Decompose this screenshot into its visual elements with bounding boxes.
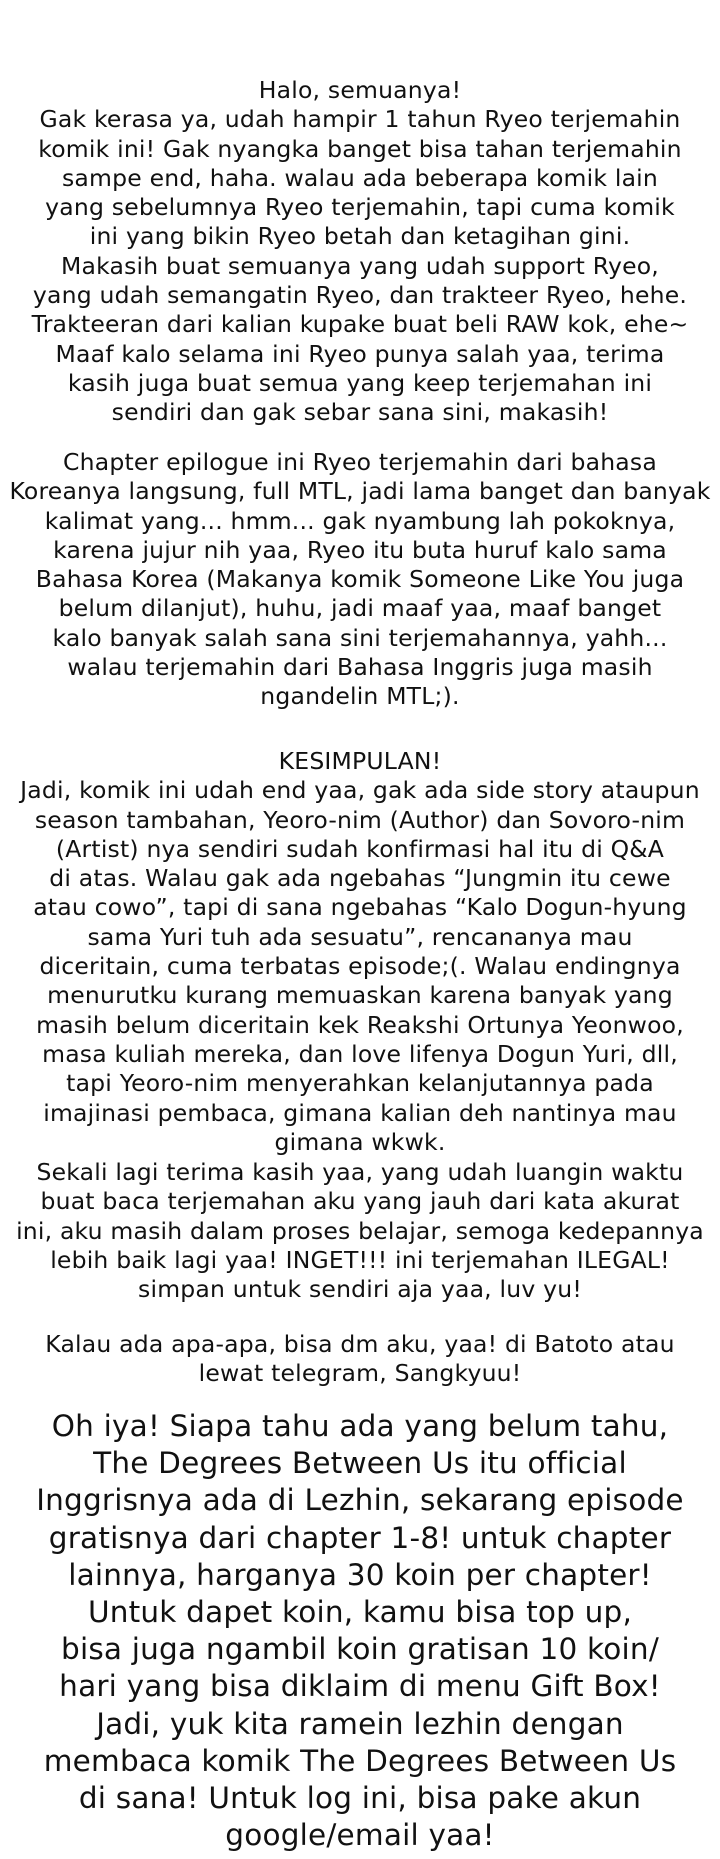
epilogue-note-paragraph: Chapter epilogue ini Ryeo terjemahin dari bahasa Koreanya langsung, full MTL, jadi lama banget dan banyak kalimat yang... hmm... gak nyambung lah pokoknya, karena jujur nih yaa, Ryeo itu buta huruf kalo sama Bahasa Korea (Makanya komik Someone Like You juga belum dilanjut), huhu, jadi maaf yaa, maaf banget kalo banyak salah sana sini terjemahannya, yahh... walau terjemahin dari Bahasa Inggris juga masih ngandelin MTL;). [9, 448, 711, 711]
lezhin-info-paragraph: Oh iya! Siapa tahu ada yang belum tahu, The Degrees Between Us itu official Inggrisnya ada di Lezhin, sekarang episode gratisnya dari chapter 1-8! untuk chapter lainnya, harganya 30 koin per chapter! Untuk dapet koin, kamu bisa top up, bisa juga ngambil koin gratisan 10 koin/ hari yang bisa diklaim di menu Gift Box! Jadi, yuk kita ramein lezhin dengan membaca komik The Degrees Between Us di sana! Untuk log ini, bisa pake akun google/email yaa! [36, 1409, 684, 1853]
greeting-paragraph: Halo, semuanya! Gak kerasa ya, udah hampir 1 tahun Ryeo terjemahin komik ini! Gak nyangka banget bisa tahan terjemahin sampe end, haha. walau ada beberapa komik lain yang sebelumnya Ryeo terjemahin, tapi cuma komik ini yang bikin Ryeo betah dan ketagihan gini. Makasih buat semuanya yang udah support Ryeo, yang udah semangatin Ryeo, dan trakteer Ryeo, hehe. Trakteeran dari kalian kupake buat beli RAW kok, ehe~ Maaf kalo selama ini Ryeo punya salah yaa, terima kasih juga buat semua yang keep terjemahan ini sendiri dan gak sebar sana sini, makasih! [31, 76, 689, 427]
contact-paragraph: Kalau ada apa-apa, bisa dm aku, yaa! di Batoto atau lewat telegram, Sangkyuu! [45, 1330, 675, 1388]
conclusion-paragraph: KESIMPULAN! Jadi, komik ini udah end yaa, gak ada side story ataupun season tambahan, Yeoro-nim (Author) dan Sovoro-nim (Artist) nya sendiri sudah konfirmasi hal itu di Q&A di atas. Walau gak ada ngebahas “Jungmin itu cewe atau cowo”, tapi di sana ngebahas “Kalo Dogun-hyung sama Yuri tuh ada sesuatu”, rencananya mau diceritain, cuma terbatas episode;(. Walau endingnya menurutku kurang memuaskan karena banyak yang masih belum diceritain kek Reakshi Ortunya Yeonwoo, masa kuliah mereka, dan love lifenya Dogun Yuri, dll, tapi Yeoro-nim menyerahkan kelanjutannya pada imajinasi pembaca, gimana kalian deh nantinya mau gimana wkwk. [20, 747, 700, 1156]
thanks-paragraph: Sekali lagi terima kasih yaa, yang udah luangin waktu buat baca terjemahan aku yang jauh dari kata akurat ini, aku masih dalam proses belajar, semoga kedepannya lebih baik lagi yaa! INGET!!! ini terjemahan ILEGAL! simpan untuk sendiri aja yaa, luv yu! [16, 1158, 704, 1304]
